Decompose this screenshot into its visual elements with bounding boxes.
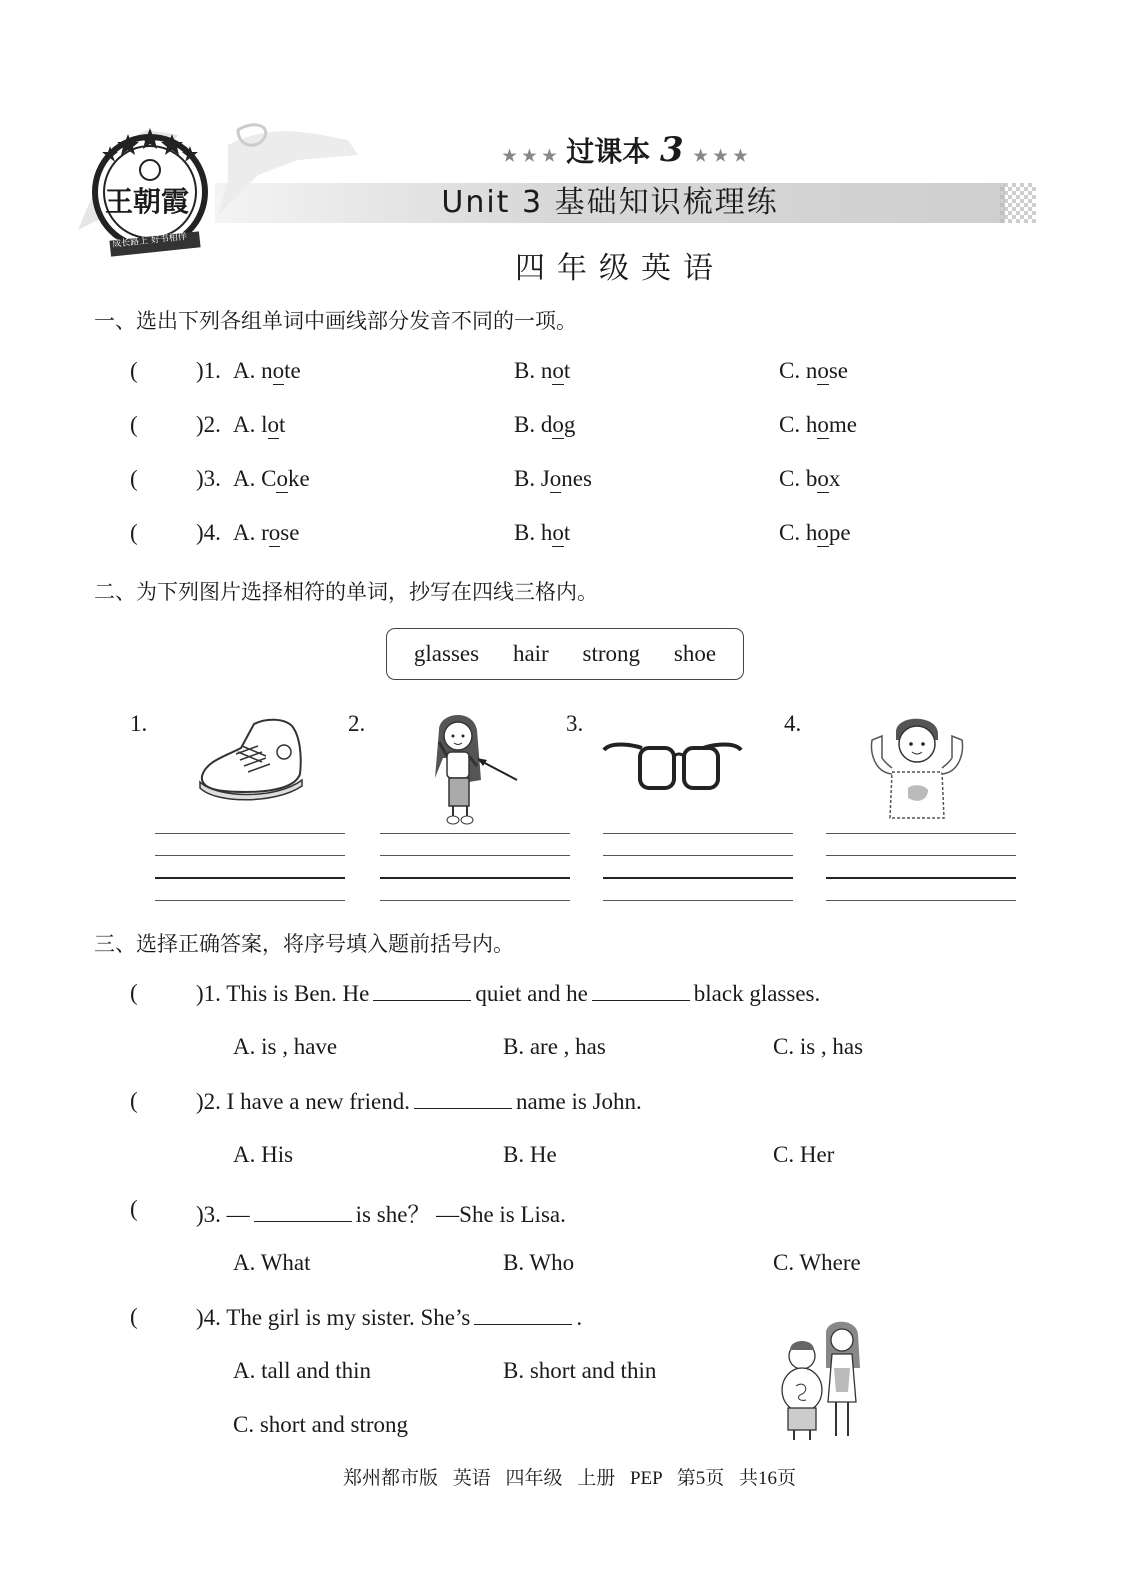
badge-text: 过课本 xyxy=(566,135,651,168)
page-footer: 郑州都市版 英语 四年级 上册 PEP 第5页 共16页 xyxy=(342,1468,797,1489)
word-bank xyxy=(386,628,744,680)
part3-q2-option-c: C. Her xyxy=(773,1142,835,1167)
part1-heading: 一、选出下列各组单词中画线部分发音不同的一项。 xyxy=(94,309,577,333)
word-bank-item: strong xyxy=(582,641,641,666)
answer-blank[interactable] xyxy=(474,1304,572,1325)
part1-q4-option-b: B. hot xyxy=(514,520,571,545)
part1-q2-bracket: ( xyxy=(130,412,138,437)
picture-2-number: 2. xyxy=(348,711,366,736)
picture-3-number: 3. xyxy=(566,711,584,736)
answer-blank[interactable] xyxy=(254,1201,352,1222)
part1-q2-option-a: A. lot xyxy=(233,412,286,437)
part1-q2-option-c: C. home xyxy=(779,412,857,437)
picture-4-number: 4. xyxy=(784,711,802,736)
part3-q1-option-a: A. is , have xyxy=(233,1034,338,1059)
part2-heading: 二、为下列图片选择相符的单词，抄写在四线三格内。 xyxy=(94,580,598,604)
answer-blank[interactable] xyxy=(373,980,471,1001)
shoe-picture xyxy=(196,716,306,804)
part3-q4-option-b: B. short and thin xyxy=(503,1358,657,1383)
part3-q3-bracket: ( xyxy=(130,1196,138,1221)
part1-q2-option-b: B. dog xyxy=(514,412,576,437)
badge-stars-left: ★ ★ ★ xyxy=(502,146,557,165)
part3-q3-option-c: C. Where xyxy=(773,1250,861,1275)
part1-q3-option-a: A. Coke xyxy=(233,466,310,491)
badge-number: 3 xyxy=(660,130,684,170)
part1-q3-bracket: ( xyxy=(130,466,138,491)
part3-heading: 三、选择正确答案，将序号填入题前括号内。 xyxy=(94,932,514,956)
part3-q1-option-b: B. are , has xyxy=(503,1034,606,1059)
word-bank-item: shoe xyxy=(673,641,717,666)
writing-lines-1[interactable] xyxy=(155,833,345,899)
part3-q1-stem: )1. This is Ben. He quiet and he black glasses. xyxy=(196,981,821,1006)
part1-q1-bracket: ( xyxy=(130,358,138,383)
part3-q2-stem: )2. I have a new friend. name is John. xyxy=(196,1089,642,1114)
picture-1-number: 1. xyxy=(130,711,148,736)
part3-q3-stem: )3. — is she？ —She is Lisa. xyxy=(196,1202,566,1227)
grade-title: 四年级英语 xyxy=(515,251,725,286)
writing-lines-2[interactable] xyxy=(380,833,570,899)
part3-q3-option-a: A. What xyxy=(233,1250,311,1275)
part1-q3-option-b: B. Jones xyxy=(514,466,592,491)
writing-lines-3[interactable] xyxy=(603,833,793,899)
part3-q4-option-a: A. tall and thin xyxy=(233,1358,371,1383)
part1-q1-num: )1. xyxy=(196,358,221,383)
logo-text: 王朝霞 xyxy=(105,185,190,218)
part1-q3-option-c: C. box xyxy=(779,466,841,491)
word-bank-item: hair xyxy=(512,641,549,666)
girl-hair-picture xyxy=(425,708,521,826)
part3-q2-bracket: ( xyxy=(130,1088,138,1113)
word-bank-item: glasses xyxy=(413,641,480,666)
logo-slogan: 成长路上 好书相伴 xyxy=(111,232,188,250)
part1-q3-num: )3. xyxy=(196,466,221,491)
answer-blank[interactable] xyxy=(592,980,690,1001)
writing-lines-4[interactable] xyxy=(826,833,1016,899)
part3-q4-bracket: ( xyxy=(130,1304,138,1329)
part3-q3-option-b: B. Who xyxy=(503,1250,575,1275)
part1-q2-num: )2. xyxy=(196,412,221,437)
part1-q4-option-a: A. rose xyxy=(233,520,300,545)
siblings-picture xyxy=(776,1318,868,1444)
strong-boy-picture xyxy=(862,712,972,822)
header-checker-decoration xyxy=(1000,183,1036,223)
part3-q1-option-c: C. is , has xyxy=(773,1034,864,1059)
badge-stars-right: ★ ★ ★ xyxy=(693,146,748,165)
unit-title: Unit 3 基础知识梳理练 xyxy=(441,185,779,220)
part3-q1-bracket: ( xyxy=(130,980,138,1005)
part3-q2-option-a: A. His xyxy=(233,1142,294,1167)
part3-q4-option-c: C. short and strong xyxy=(233,1412,409,1437)
glasses-picture xyxy=(600,740,745,796)
part3-q4-stem: )4. The girl is my sister. She’s . xyxy=(196,1305,583,1330)
part3-q2-option-b: B. He xyxy=(503,1142,557,1167)
part1-q4-num: )4. xyxy=(196,520,221,545)
section-badge xyxy=(500,130,750,170)
part1-q1-option-b: B. not xyxy=(514,358,571,383)
answer-blank[interactable] xyxy=(414,1088,512,1109)
part1-q1-option-c: C. nose xyxy=(779,358,849,383)
part1-q4-bracket: ( xyxy=(130,520,138,545)
part1-q1-option-a: A. note xyxy=(233,358,301,383)
part1-q4-option-c: C. hope xyxy=(779,520,851,545)
